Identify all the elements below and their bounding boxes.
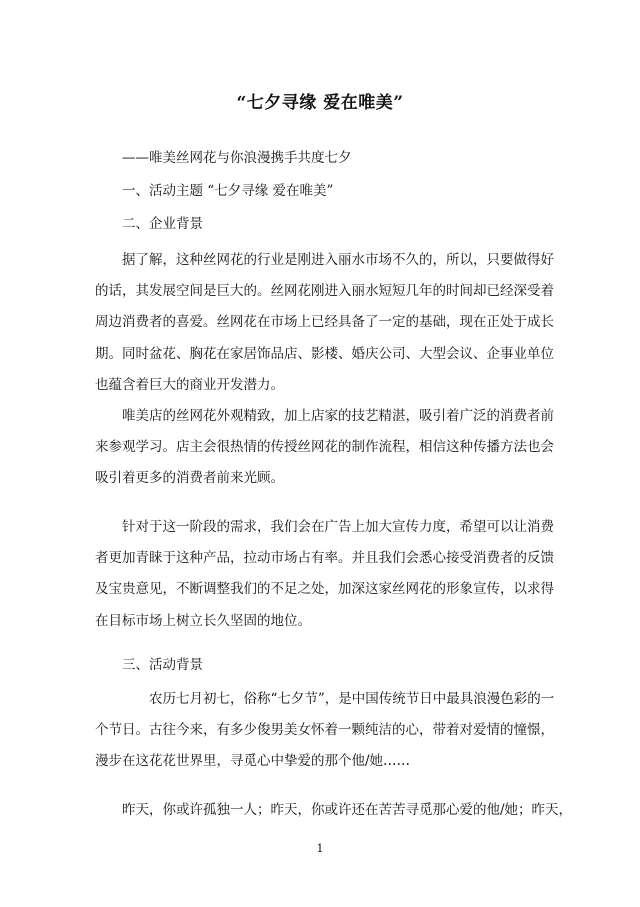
paragraph-market bbox=[95, 245, 554, 401]
section-heading-company-background: 二、企业背景 bbox=[122, 216, 203, 232]
section-heading-activity-background: 三、活动背景 bbox=[122, 657, 203, 673]
paragraph-line: 吸引着更多的消费者前来光顾。 bbox=[95, 470, 284, 487]
paragraph-line: 农历七月初七，俗称“七夕节”，是中国传统节日中最具浪漫色彩的一 bbox=[149, 691, 555, 707]
paragraph-line: 据了解，这种丝网花的行业是刚进入丽水市场不久的，所以，只要做得好 bbox=[122, 252, 554, 268]
paragraph-line: 唯美店的丝网花外观精致，加上店家的技艺精湛，吸引着广泛的消费者前 bbox=[122, 408, 554, 424]
paragraph-line: 周边消费者的喜爱。丝网花在市场上已经具备了一定的基础，现在正处于成长 bbox=[95, 314, 554, 331]
document-title: “七夕寻缘 爱在唯美” bbox=[236, 93, 404, 113]
paragraph-line: 漫步在这花花世界里，寻觅心中挚爱的那个他/她…… bbox=[95, 753, 411, 770]
paragraph-line: 昨天，你或许孤独一人；昨天，你或许还在苦苦寻觅那心爱的他/她；昨天， bbox=[122, 802, 573, 818]
paragraph-line: 也蕴含着巨大的商业开发潜力。 bbox=[95, 376, 284, 393]
section-heading-theme: 一、活动主题 “七夕寻缘 爱在唯美” bbox=[122, 183, 334, 199]
paragraph-line: 在目标市场上树立长久坚固的地位。 bbox=[95, 612, 311, 629]
paragraph-store bbox=[95, 401, 554, 495]
paragraph-line: 针对于这一阶段的需求，我们会在广告上加大宣传力度，希望可以让消费 bbox=[122, 519, 554, 535]
paragraph-qixi bbox=[95, 684, 555, 778]
paragraph-line: 者更加青睐于这种产品，拉动市场占有率。并且我们会悉心接受消费者的反馈 bbox=[95, 550, 554, 567]
document-subtitle: ——唯美丝网花与你浪漫携手共度七夕 bbox=[122, 150, 352, 166]
paragraph-line: 的话，其发展空间是巨大的。丝网花刚进入丽水短短几年的时间却已经深受着 bbox=[95, 283, 554, 300]
paragraph-line: 个节日。古往今来，有多少俊男美女怀着一颗纯洁的心，带着对爱情的憧憬， bbox=[95, 722, 554, 739]
paragraph-line: 来参观学习。店主会很热情的传授丝网花的制作流程，相信这种传播方法也会 bbox=[95, 439, 554, 456]
paragraph-line: 期。同时盆花、胸花在家居饰品店、影楼、婚庆公司、大型会议、企事业单位 bbox=[95, 345, 554, 362]
paragraph-strategy bbox=[95, 512, 554, 637]
paragraph-line: 及宝贵意见，不断调整我们的不足之处，加深这家丝网花的形象宣传，以求得 bbox=[95, 581, 554, 598]
paragraph-yesterday bbox=[95, 795, 573, 826]
page-number: 1 bbox=[316, 842, 324, 855]
